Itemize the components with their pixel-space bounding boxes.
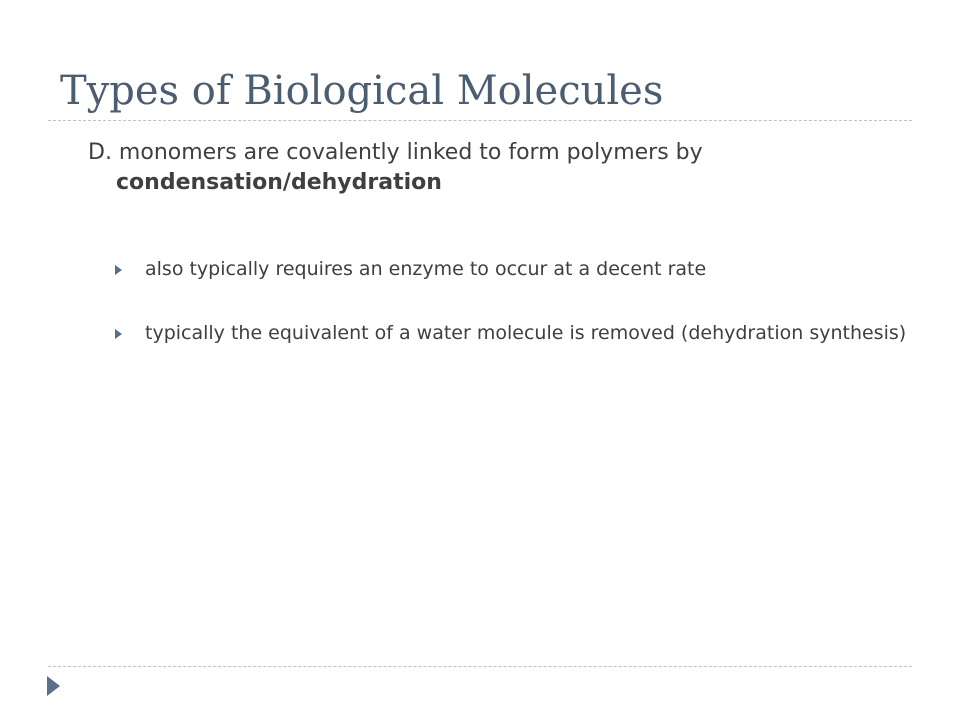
sub-point-text: typically the equivalent of a water molecule is removed (dehydration synthesis) [145, 322, 907, 344]
main-point [88, 138, 908, 198]
triangle-bullet-icon [115, 265, 122, 275]
sub-point [112, 320, 908, 347]
triangle-arrow-icon [47, 676, 60, 696]
main-point-emphasis: condensation/dehydration [116, 170, 442, 195]
slide-title: Types of Biological Molecules [60, 68, 664, 114]
sub-point-list [112, 256, 908, 347]
sub-point [112, 256, 908, 283]
sub-point-text: also typically requires an enzyme to occur at a decent rate [145, 258, 707, 280]
slide-content [88, 138, 908, 384]
triangle-bullet-icon [115, 329, 122, 339]
main-point-text: D. monomers are covalently linked to form polymers by [88, 140, 703, 165]
title-divider [48, 120, 912, 121]
footer-divider [48, 666, 912, 667]
